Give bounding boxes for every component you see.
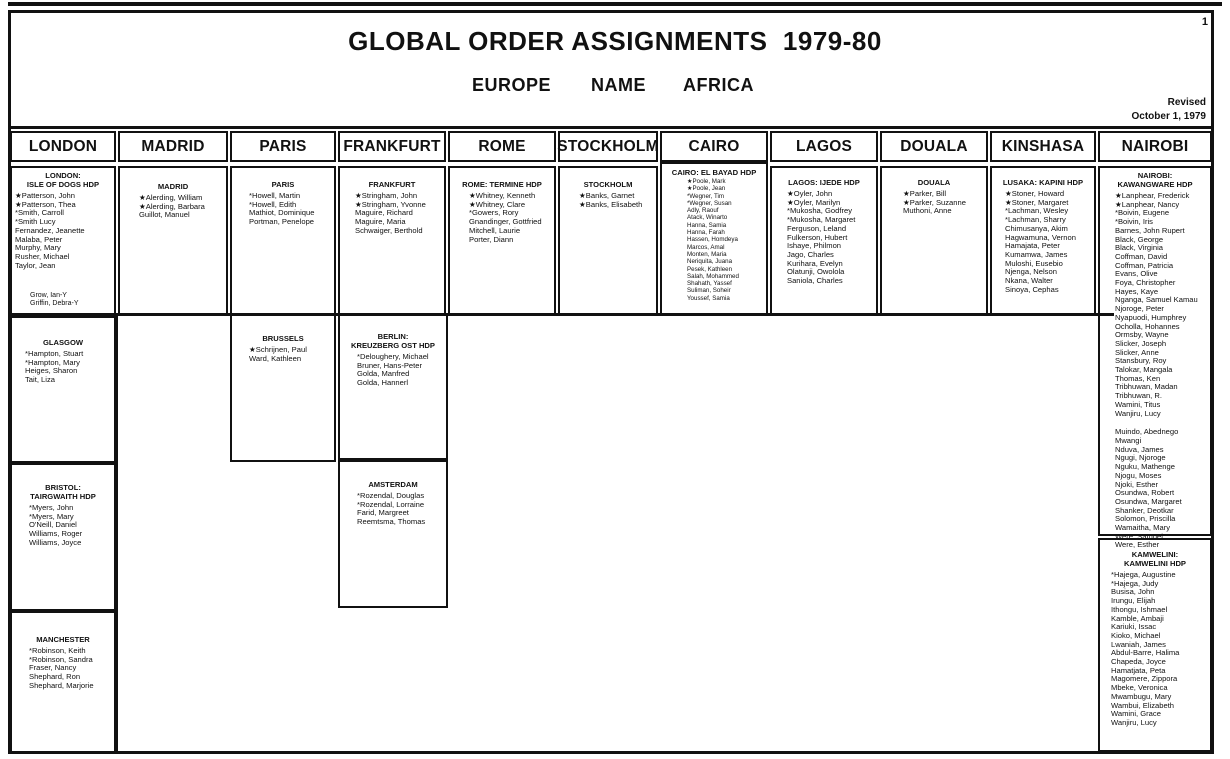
person-name: Thomas, Ken [1115,373,1161,383]
box-title: ROME: TERMINE HDP [462,180,542,189]
person-name: Tait, Liza [25,375,55,385]
name-list [775,190,873,286]
box-title: LUSAKA: KAPINI HDP [1002,178,1084,187]
page-number: 1 [1201,16,1208,28]
person-name: *Hajega, Augustine [1111,570,1176,579]
person-name: Williams, Roger [29,529,83,539]
person-name: Hanna, Samia [687,221,727,229]
col-header-rome: ROME [448,131,556,162]
person-name: Hamatjata, Peta [1111,665,1166,675]
person-name: *Hampton, Stuart [25,349,84,358]
person-name: Neriquita, Juana [687,258,733,266]
person-name: Njoki, Esther [1115,479,1159,489]
person-name: Nduva, James [1115,444,1164,454]
box-brussels [230,316,336,462]
col-header-frankfurt: FRANKFURT [338,131,446,162]
person-name: *Hajega, Judy [1111,578,1159,588]
person-name: Solomon, Priscilla [1115,514,1176,524]
person-name: Wamini, Titus [1115,399,1161,409]
box-title: LONDON: ISLE OF DOGS HDP [26,171,100,189]
person-name: *Howell, Martin [249,191,301,200]
person-name: Wanjiru, Lucy [1115,408,1161,418]
box-title: KAMWELINI: KAMWELINI HDP [1123,550,1186,568]
name-list [453,192,551,244]
name-list [235,192,331,227]
person-name: Nguku, Mathenge [1115,462,1175,472]
person-name: *Robinson, Keith [29,646,86,655]
name-list [15,504,111,548]
person-name: Ishaye, Philmon [787,241,842,251]
person-name: Kurihara, Evelyn [787,258,843,268]
person-name: Monten, Maria [687,250,727,258]
person-name: Evans, Olive [1115,269,1158,279]
box-title: PARIS [271,180,295,189]
col-header-paris: PARIS [230,131,336,162]
page-frame [8,10,1214,754]
person-name: ★Whitney, Kenneth [469,191,536,200]
person-name: Fraser, Nancy [29,663,77,673]
person-name: Foya, Christopher [1115,278,1176,288]
revised-label: Revised [1167,97,1206,108]
person-name: Hayes, Kaye [1115,286,1159,296]
person-name: *Rozendal, Lorraine [357,499,425,509]
person-name: *Deloughery, Michael [357,352,429,361]
name-list-secondary [1103,428,1207,550]
person-name: Coffman, Patricia [1115,260,1174,270]
person-name: Muthoni, Anne [903,206,952,216]
box-title: GLASGOW [42,338,84,347]
person-name: Maguire, Richard [355,208,413,218]
person-name: Mwambugu, Mary [1111,691,1172,701]
person-name: *Gowers, Rory [469,208,519,218]
person-name: Slicker, Joseph [1115,338,1167,348]
box-title: CAIRO: EL BAYAD HDP [671,168,757,177]
person-name: ★Oyler, Marilyn [787,197,841,207]
person-name: Sinoya, Cephas [1005,284,1059,294]
person-name: Schwaiger, Berthold [355,225,423,235]
person-name: Atack, Winarto [687,214,728,222]
box-london [10,166,116,315]
person-name: Njoroge, Peter [1115,304,1164,314]
person-name: Muloshi, Eusebio [1005,258,1063,268]
person-name: Njogu, Moses [1115,470,1162,480]
person-name: Abdul-Barre, Halima [1111,648,1180,658]
person-name: Barnes, John Rupert [1115,225,1185,235]
person-name: Fernandez, Jeanette [15,225,85,235]
person-name: ★Alerding, Barbara [139,201,205,211]
person-name: Wamaitha, Mary [1115,523,1170,533]
person-name: Saniola, Charles [787,276,843,286]
person-name: Olatunji, Owolola [787,267,845,277]
person-name: Kamble, Ambaji [1111,613,1164,623]
name-list [1103,192,1207,418]
person-name: Hassen, Homdeya [687,236,738,244]
person-name: Youssef, Samia [687,294,730,302]
person-name: Osundwa, Margaret [1115,496,1182,506]
col-header-nairobi: NAIROBI [1098,131,1212,162]
person-name: ★Lanphear, Frederick [1115,191,1190,200]
box-stockholm [558,166,658,315]
person-name: ★Lanphear, Nancy [1115,199,1180,209]
row-divider [8,313,1114,316]
person-name: *Lachman, Wesley [1005,206,1069,216]
person-name: *Smith, Carroll [15,208,64,218]
top-rule [8,2,1222,6]
box-rome [448,166,556,315]
person-name: ★Patterson, John [15,191,75,200]
person-name: Marcos, Amal [687,243,725,251]
person-name: Wamini, Grace [1111,709,1161,719]
person-name: Coffman, David [1115,251,1168,261]
person-name: ★Stringham, Yvonne [355,199,426,209]
person-name: Mitchell, Laurie [469,225,521,235]
person-name: Maguire, Maria [355,217,406,227]
person-name: Lwaniah, James [1111,639,1166,649]
person-name: Gnandinger, Gottfried [469,217,542,227]
box-title: BRUSSELS [262,334,304,343]
box-title: MANCHESTER [36,635,90,644]
person-name: *Lachman, Sharry [1005,215,1066,225]
name-list [1103,571,1207,728]
person-name: Williams, Joyce [29,537,82,547]
person-name: *Boivin, Eugene [1115,208,1170,218]
person-name: Jago, Charles [787,249,834,259]
person-name: Tribhuwan, Madan [1115,382,1178,392]
person-name: Nganga, Samuel Kamau [1115,295,1198,305]
box-title: MADRID [157,182,189,191]
box-frankfurt [338,166,446,315]
revised-note [1132,96,1206,124]
box-manchester [10,611,116,753]
person-name: *Howell, Edith [249,199,297,209]
name-list [995,190,1091,294]
person-name: Portman, Penelope [249,217,315,227]
person-name: Ngugi, Njoroge [1115,453,1166,463]
person-name: Njenga, Nelson [1005,267,1057,277]
name-list [15,192,111,270]
person-name: ★Poole, Jean [687,185,726,193]
name-list [563,192,653,209]
footer-list [30,292,79,308]
person-name: Kariuki, Issac [1111,622,1157,632]
person-name: Golda, Manfred [357,369,410,379]
person-name: Hanna, Farah [687,229,725,237]
person-name: Golda, Hannerl [357,378,409,388]
person-name: *Smith Lucy [15,217,56,227]
person-name: Muindo, Abednego [1115,427,1179,437]
name-list [343,353,443,388]
person-name: *Robinson, Sandra [29,654,93,664]
person-name: Ormsby, Wayne [1115,330,1169,340]
person-name: ★Oyler, John [787,189,833,198]
person-name: Mathiot, Dominique [249,208,315,218]
name-list [343,192,441,236]
box-madrid [118,166,228,315]
person-name: Tribhuwan, R. [1115,391,1162,401]
person-name: Hagwamuna, Vernon [1005,232,1076,242]
person-name: Mbeke, Veronica [1111,683,1168,693]
box-title: BRISTOL: TAIRGWAITH HDP [30,483,96,501]
box-title: AMSTERDAM [368,480,418,489]
person-name: Reemtsma, Thomas [357,517,426,527]
person-name: ★Patterson, Thea [15,199,76,209]
person-name: ★Stoner, Margaret [1005,197,1069,207]
name-list [235,346,331,363]
person-name: ★Banks, Garnet [579,191,635,200]
person-name: Ferguson, Leland [787,223,847,233]
person-name: Wanjiru, Lucy [1111,717,1157,727]
person-name: Talokar, Mangala [1115,365,1173,375]
subtitle-europe: EUROPE [472,75,552,95]
person-name: Mwangi [1115,435,1142,445]
box-title: BERLIN: KREUZBERG OST HDP [351,332,435,350]
box-bristol [10,463,116,611]
person-name: ★Poole, Mark [687,178,726,185]
person-name: Murphy, Mary [15,243,61,253]
box-lagos [770,166,878,315]
col-header-lagos: LAGOS [770,131,878,162]
person-name: Kumamwa, James [1005,249,1068,259]
person-name: Wambui, Elizabeth [1111,700,1175,710]
person-name: Nyapuodi, Humphrey [1115,312,1187,322]
person-name: Salah, Mohammed [687,272,739,280]
person-name: Osundwa, Robert [1115,488,1175,498]
subtitle-name: NAME [591,75,646,95]
name-list [665,178,763,302]
person-name: ★Stringham, John [355,191,418,200]
col-header-cairo: CAIRO [660,131,768,162]
person-name: Farid, Margreet [357,508,409,518]
name-list [15,350,111,385]
person-name: Suliman, Soheir [687,287,731,295]
name-list [15,647,111,691]
person-name: *Wegner, Susan [687,199,732,207]
person-name: Slicker, Anne [1115,347,1159,357]
person-name: ★Banks, Elisabeth [579,199,643,209]
col-header-stockholm: STOCKHOLM [558,131,658,162]
person-name: Stansbury, Roy [1115,356,1167,366]
person-name: Pesek, Kathleen [687,265,733,273]
person-name: Magomere, Zippora [1111,674,1178,684]
person-name: Shephard, Marjorie [29,680,94,690]
person-name: Chimusanya, Akim [1005,223,1068,233]
person-name: Shanker, Deotkar [1115,505,1174,515]
person-name: *Hampton, Mary [25,357,80,367]
page-title: GLOBAL ORDER ASSIGNMENTS 1979-80 [348,26,882,56]
person-name: Shahath, Yassef [687,280,732,288]
box-kinshasa [990,166,1096,315]
person-name: Rusher, Michael [15,251,70,261]
box-berlin [338,316,448,460]
person-name: Ward, Kathleen [249,353,302,363]
person-name: Busisa, John [1111,587,1155,597]
person-name: Kioko, Michael [1111,630,1161,640]
person-name: ★Schrijnen, Paul [249,345,307,354]
person-name: Bruner, Hans-Peter [357,360,422,370]
person-name: Were, Esther [1115,540,1160,550]
person-name: ★Stoner, Howard [1005,189,1065,198]
person-name: Were, Samuel [1115,531,1163,541]
person-name: Porter, Diann [469,234,514,244]
box-title: NAIROBI: KAWANGWARE HDP [1117,171,1193,189]
col-header-london: LONDON [10,131,116,162]
box-kamwelini [1098,538,1212,752]
col-header-kinshasa: KINSHASA [990,131,1096,162]
box-nairobi [1098,166,1212,550]
person-name: Hamajata, Peter [1005,241,1060,251]
header-rule [8,126,1214,129]
person-name: Fulkerson, Hubert [787,232,848,242]
name-list [343,492,443,527]
box-cairo [660,162,768,315]
person-name: Chapeda, Joyce [1111,657,1166,667]
person-name: ★Alerding, William [139,193,203,202]
person-name: Adly, Raouf [687,207,719,215]
person-name: *Myers, Mary [29,511,74,521]
person-name: ★Parker, Bill [903,189,947,198]
person-name: *Mukosha, Godfrey [787,206,852,216]
person-name: Shephard, Ron [29,672,81,682]
person-name: Nkana, Walter [1005,276,1053,286]
person-name: Grow, Ian-Y [30,292,67,299]
person-name: Griffin, Debra-Y [30,300,79,307]
person-name: ★Whitney, Clare [469,199,526,209]
person-name: *Wegner, Tim [687,192,725,200]
person-name: Guillot, Manuel [139,210,190,220]
name-list [885,190,983,216]
box-douala [880,166,988,315]
person-name: Heiges, Sharon [25,366,78,376]
name-list [123,194,223,220]
person-name: Black, Virginia [1115,243,1163,253]
box-glasgow [10,316,116,463]
person-name: Taylor, Jean [15,260,56,270]
revised-date: October 1, 1979 [1131,111,1206,122]
person-name: Black, George [1115,234,1164,244]
person-name: O'Neill, Daniel [29,520,77,530]
box-title: LAGOS: IJEDE HDP [788,178,860,187]
subtitle-africa: AFRICA [683,75,754,95]
box-title: STOCKHOLM [583,180,633,189]
box-title: DOUALA [917,178,951,187]
person-name: Ocholla, Hohannes [1115,321,1180,331]
person-name: ★Parker, Suzanne [903,197,966,207]
col-header-douala: DOUALA [880,131,988,162]
person-name: *Boivin, Iris [1115,217,1153,227]
box-amsterdam [338,460,448,608]
col-header-madrid: MADRID [118,131,228,162]
person-name: *Mukosha, Margaret [787,215,856,225]
person-name: Malaba, Peter [15,234,63,244]
person-name: Irungu, Elijah [1111,596,1156,606]
person-name: *Rozendal, Douglas [357,491,425,500]
person-name: *Myers, John [29,503,74,512]
person-name: Ithongu, Ishmael [1111,604,1168,614]
box-title: FRANKFURT [368,180,416,189]
